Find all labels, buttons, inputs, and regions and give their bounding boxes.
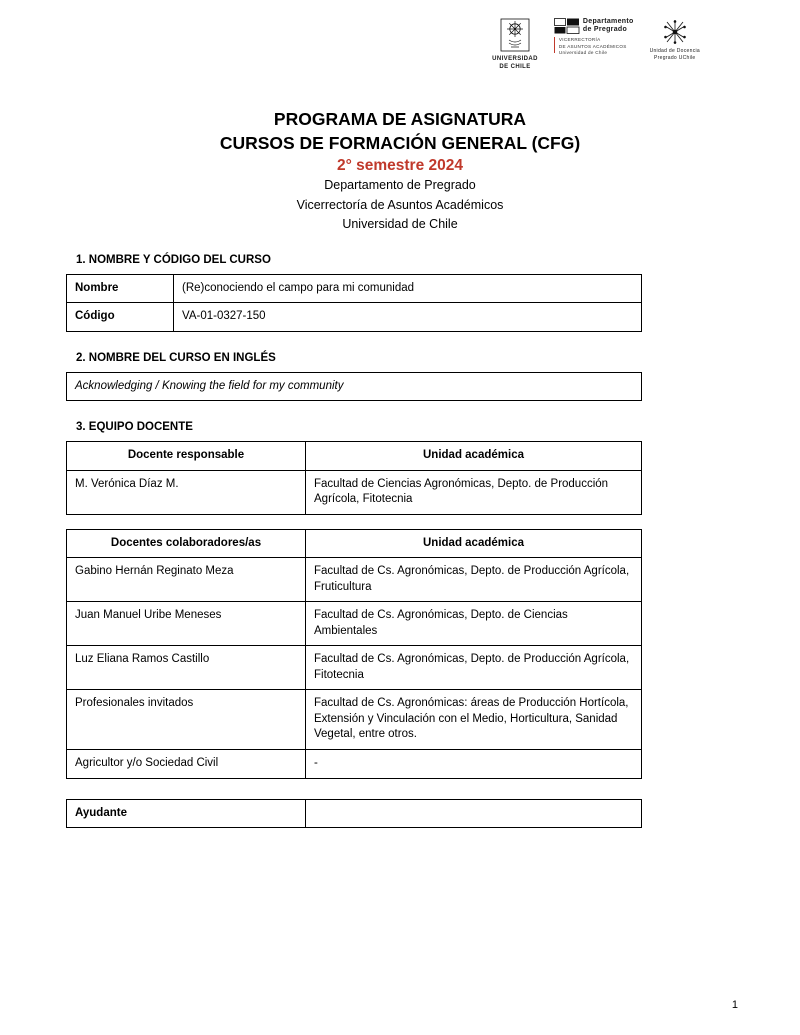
docencia-caption-line2: Pregrado UChile [654,54,696,61]
pregrado-title-line2: de Pregrado [582,26,628,34]
collaborator-name: Luz Eliana Ramos Castillo [67,646,306,690]
responsible-unit: Facultad de Ciencias Agronómicas, Depto. de Producción Agrícola, Fitotecnia [306,470,642,514]
collaborator-unit: Facultad de Cs. Agronómicas, Depto. de Producción Agrícola, Fitotecnia [306,646,642,690]
collaborator-name: Profesionales invitados [67,690,306,750]
responsible-name: M. Verónica Díaz M. [67,470,306,514]
pregrado-mark-icon [554,18,580,34]
org-line-1: Departamento de Pregrado [324,178,476,193]
pregrado-title-line1: Departamento [582,18,634,25]
page-title: PROGRAMA DE ASIGNATURA [273,109,527,129]
collaborators-header-unit: Unidad académica [306,529,642,558]
pregrado-divider [554,37,555,53]
collaborator-name: Juan Manuel Uribe Meneses [67,602,306,646]
collaborators-header-name: Docentes colaboradores/as [67,529,306,558]
collaborator-unit: Facultad de Cs. Agronómicas, Depto. de Ciencias Ambientales [306,602,642,646]
assistant-label: Ayudante [67,799,306,828]
collaborators-table-wrap [66,529,642,779]
assistant-table [66,799,642,829]
docencia-burst-icon [662,18,688,46]
table-row [67,602,642,646]
universidad-de-chile-logo [492,18,538,71]
header-logo-bar [62,18,738,90]
pregrado-sub-line3: Universidad de Chile [558,49,608,55]
document-title-block [62,108,738,234]
table-row [67,274,642,303]
page-number: 1 [731,999,738,1011]
course-name-table [66,274,642,332]
collaborator-unit: Facultad de Cs. Agronómicas, Depto. de Producción Agrícola, Fruticultura [306,558,642,602]
table-header-row [67,529,642,558]
table-row [67,372,642,401]
course-code-label: Código [67,303,174,332]
responsible-teacher-table-wrap [66,441,642,515]
page-subtitle: CURSOS DE FORMACIÓN GENERAL (CFG) [219,132,581,153]
table-header-row [67,442,642,471]
responsible-header-unit: Unidad académica [306,442,642,471]
departamento-de-pregrado-logo [554,18,634,56]
org-line-3: Universidad de Chile [342,217,458,232]
english-name-table-wrap [66,372,642,402]
assistant-table-wrap [66,799,642,829]
english-name-table [66,372,642,402]
table-row [67,799,642,828]
table-row [67,470,642,514]
semester-label: 2° semestre 2024 [337,157,463,175]
course-name-table-wrap [66,274,642,332]
table-row [67,690,642,750]
uchile-crest-icon [500,18,530,52]
table-gap [62,779,738,799]
section-1-heading: 1. NOMBRE Y CÓDIGO DEL CURSO [76,253,271,266]
responsible-header-name: Docente responsable [67,442,306,471]
pregrado-sub-line1: VICERRECTORÍA [558,37,601,43]
section-2-heading: 2. NOMBRE DEL CURSO EN INGLÉS [76,351,276,364]
collaborator-unit: - [306,750,642,779]
english-course-name: Acknowledging / Knowing the field for my community [67,372,642,401]
section-3-heading: 3. EQUIPO DOCENTE [76,421,193,434]
unidad-de-docencia-logo [650,18,700,61]
table-row [67,646,642,690]
assistant-value [306,799,642,828]
course-name-label: Nombre [67,274,174,303]
uchile-caption-line2: DE CHILE [499,64,531,71]
course-name-value: (Re)conociendo el campo para mi comunidad [174,274,642,303]
collaborators-table [66,529,642,779]
collaborator-unit: Facultad de Cs. Agronómicas: áreas de Producción Hortícola, Extensión y Vinculación con el Medio, Horticultura, Sanidad Vegetal, entre otros. [306,690,642,750]
table-row [67,303,642,332]
table-gap [62,515,738,529]
responsible-teacher-table [66,441,642,515]
collaborator-name: Agricultor y/o Sociedad Civil [67,750,306,779]
uchile-caption-line1: UNIVERSIDAD [492,56,538,62]
org-line-2: Vicerrectoría de Asuntos Académicos [296,197,504,212]
course-code-value: VA-01-0327-150 [174,303,642,332]
table-row [67,750,642,779]
docencia-caption-line1: Unidad de Docencia [649,48,700,54]
pregrado-sub-line2: DE ASUNTOS ACADÉMICOS [558,43,627,49]
collaborator-name: Gabino Hernán Reginato Meza [67,558,306,602]
table-row [67,558,642,602]
